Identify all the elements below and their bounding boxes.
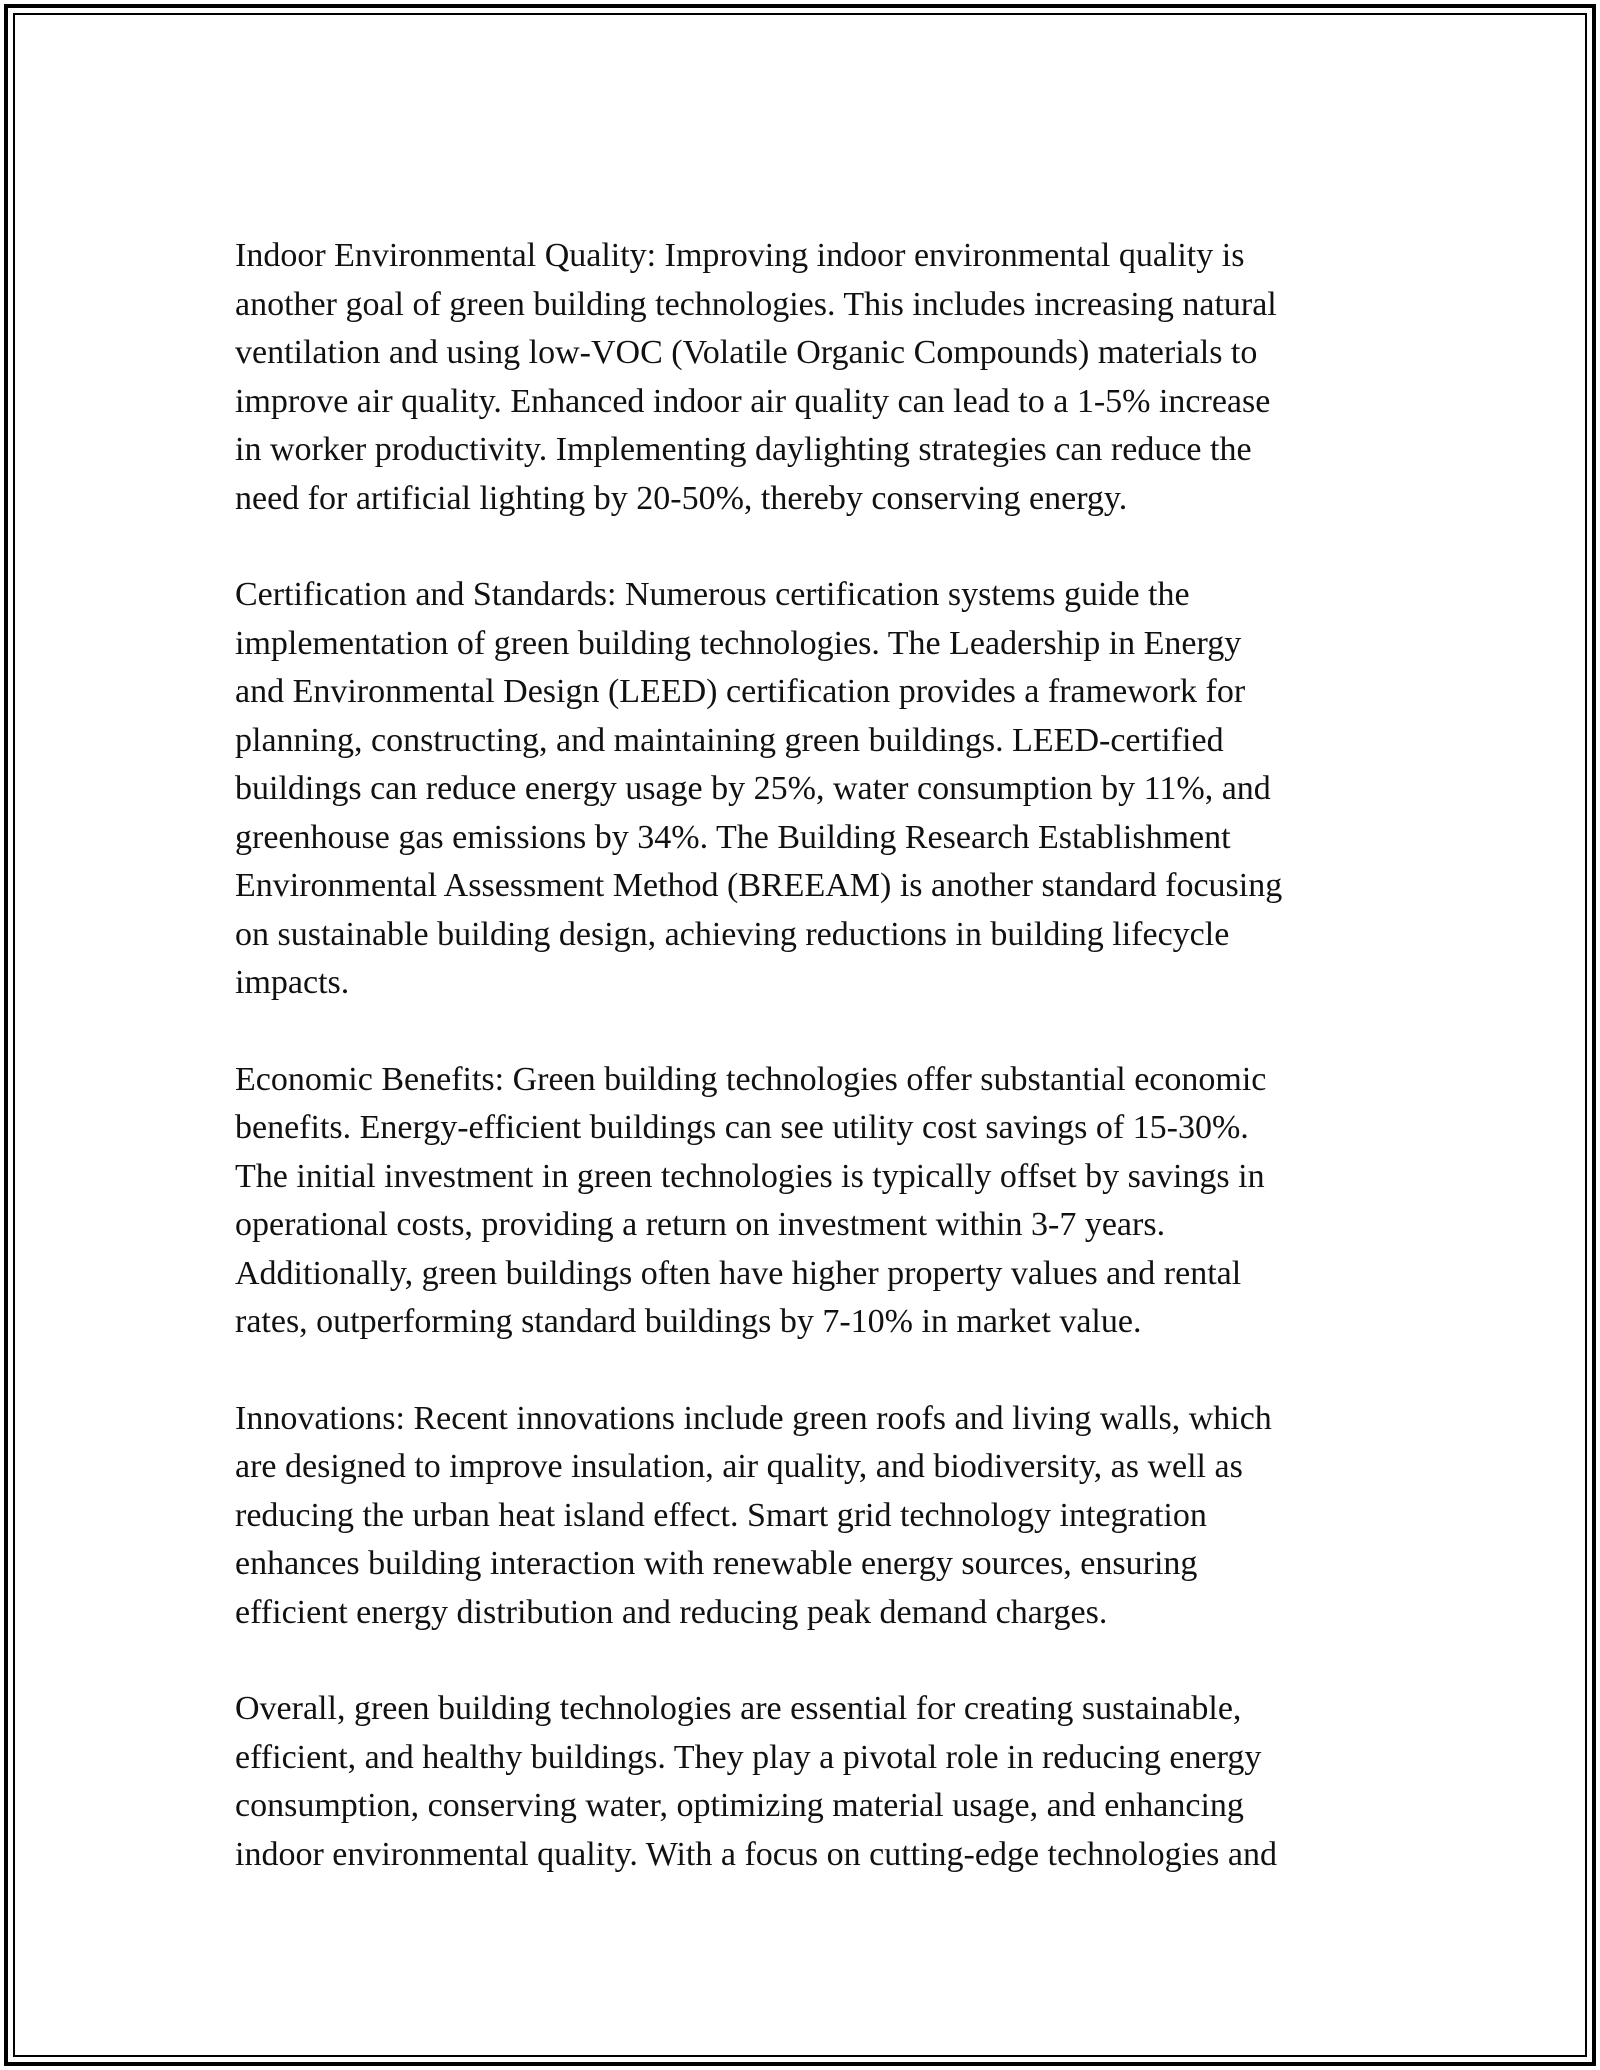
- paragraph-certification-and-standards: Certification and Standards: Numerous certification systems guide the implementation of green building technologies. The Leadership in Energy and Environmental Design (LEED) certification provides a framework for planning, constructing, and maintaining green buildings. LEED-certified buildings can reduce energy usage by 25%, water consumption by 11%, and greenhouse gas emissions by 34%. The Building Research Establishment Environmental Assessment Method (BREEAM) is another standard focusing on sustainable building design, achieving reductions in building lifecycle impacts.: [235, 576, 1283, 1001]
- document-body: [235, 232, 1375, 1879]
- paragraph-overall: Overall, green building technologies are essential for creating sustainable, efficient, and healthy buildings. They play a pivotal role in reducing energy consumption, conserving water, optimizing material usage, and enhancing indoor environmental quality. With a focus on cutting-edge technologies and: [235, 1690, 1277, 1873]
- paragraph-innovations: Innovations: Recent innovations include green roofs and living walls, which are designed to improve insulation, air quality, and biodiversity, as well as reducing the urban heat island effect. Smart grid technology integration enhances building interaction with renewable energy sources, ensuring efficient energy distribution and reducing peak demand charges.: [235, 1399, 1272, 1631]
- paragraph-economic-benefits: Economic Benefits: Green building technologies offer substantial economic benefits. Energy-efficient buildings can see utility cost savings of 15-30%. The initial investment in green technologies is typically offset by savings in operational costs, providing a return on investment within 3-7 years. Additionally, green buildings often have higher property values and rental rates, outperforming standard buildings by 7-10% in market value.: [235, 1060, 1267, 1340]
- paragraph-indoor-environmental-quality: Indoor Environmental Quality: Improving indoor environmental quality is another goal of green building technologies. This includes increasing natural ventilation and using low-VOC (Volatile Organic Compounds) materials to improve air quality. Enhanced indoor air quality can lead to a 1-5% increase in worker productivity. Implementing daylighting strategies can reduce the need for artificial lighting by 20-50%, thereby conserving energy.: [235, 237, 1277, 517]
